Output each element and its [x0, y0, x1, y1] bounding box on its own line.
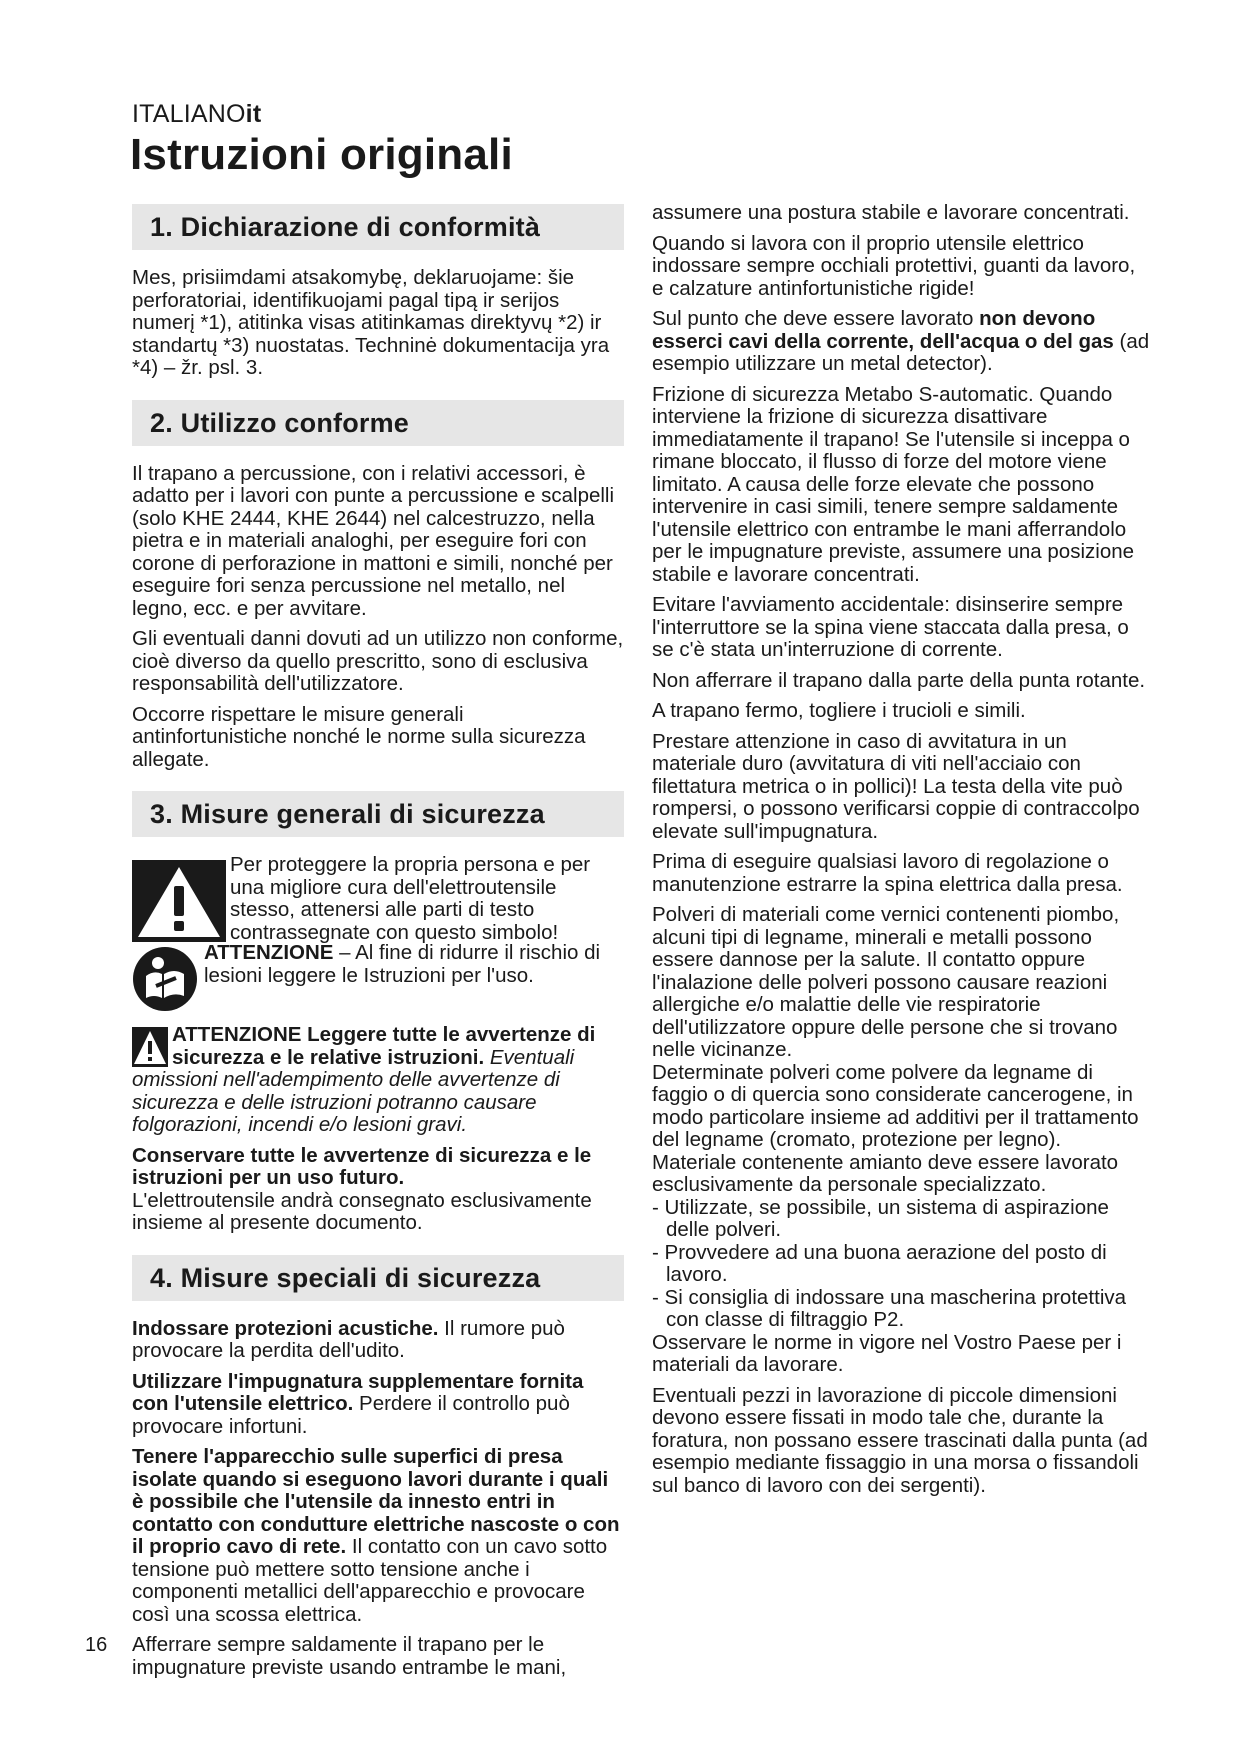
grip-paragraph: Afferrare sempre saldamente il trapano per le impugnature previste usando entrambe le mani, [132, 1633, 567, 1679]
auxiliary-handle-bold: Utilizzare l'impugnatura supplementare fornita con l'utensile elettrico. [132, 1369, 584, 1415]
keep-instructions-bold: Conservare tutte le avvertenze di sicurezza e le istruzioni per un uso futuro. [132, 1143, 592, 1189]
conformity-paragraph: Mes, prisiimdami atsakomybę, deklaruojame: šie perforatoriai, identifikuojami pagal tipą ir serijos numerį *1), atitinka visas atitinkamas direktyvų *2) ir standartų *3) nuostatas. Techninė dokumentacija yra *4) – žr. psl. 3. [132, 266, 610, 379]
section-heading-1: 1. Dichiarazione di conformità [132, 204, 624, 250]
national-rules-paragraph: Osservare le norme in vigore nel Vostro Paese per i materiali da lavorare. [652, 1330, 1122, 1376]
read-manual-text [204, 942, 626, 987]
section-heading-4: 4. Misure speciali di sicurezza [132, 1255, 624, 1301]
read-manual-notice [132, 942, 624, 1016]
stable-posture-paragraph: assumere una postura stabile e lavorare concentrati. [652, 201, 1130, 224]
page-number: 16 [85, 1634, 108, 1656]
carcinogenic-dust-paragraph: Determinate polveri come polvere da legname di faggio o di quercia sono considerate cancerogene, in modo particolare insieme ad additivi per il trattamento del legname (cromato, protezione per legno). Materiale contenente amianto deve essere lavorato esclusivamente da personale specializzato. [652, 1060, 1139, 1196]
read-warnings-bold: ATTENZIONE Leggere tutte le avvertenze di sicurezza e le relative istruzioni. [172, 1023, 596, 1069]
language-label [132, 100, 261, 129]
warning-notice [132, 853, 624, 944]
read-warnings-italic: Eventuali omissioni nell'adempimento delle avvertenze di sicurezza e delle istruzioni potranno causare folgorazioni, incendi e/o lesioni gravi. [132, 1045, 575, 1136]
auxiliary-handle-paragraph [132, 1371, 624, 1439]
insulated-surfaces-text: Il contatto con un cavo sotto tensione può mettere sotto tensione anche i componenti metallici dell'apparecchio e provocare così una scossa elettrica. [132, 1535, 608, 1626]
safety-rules-paragraph: Occorre rispettare le misure generali antinfortunistiche nonché le norme sulla sicurezza allegate. [132, 702, 586, 771]
read-all-warnings-notice [132, 1024, 624, 1137]
unplug-paragraph: Prima di eseguire qualsiasi lavoro di regolazione o manutenzione estrarre la spina elettrica dalla presa. [652, 850, 1123, 896]
language-code: it [245, 100, 262, 128]
attention-text: – Al fine di ridurre il rischio di lesioni leggere le Istruzioni per l'uso. [204, 941, 601, 987]
list-item: - Si consiglia di indossare una mascherina protettiva con classe di filtraggio P2. [652, 1285, 1127, 1331]
chips-removal-paragraph: A trapano fermo, togliere i trucioli e simili. [652, 699, 1026, 722]
right-column [652, 202, 1150, 1505]
intended-use-paragraph: Il trapano a percussione, con i relativi accessori, è adatto per i lavori con punte a percussione e scalpelli (solo KHE 2444, KHE 2644) nel calcestruzzo, nella pietra e in materiali analoghi, per eseguire fori con corone di perforazione in mattoni e simili, nonché per eseguire fori senza percussione nel metallo, nel legno, ecc. e per avvitare. [132, 461, 615, 620]
document-title: Istruzioni originali [130, 130, 513, 179]
hearing-protection-text: Il rumore può provocare la perdita dell'udito. [132, 1316, 565, 1362]
keep-instructions-text: L'elettroutensile andrà consegnato esclusivamente insieme al presente documento. [132, 1188, 592, 1234]
rotating-bit-paragraph: Non afferrare il trapano dalla parte della punta rotante. [652, 668, 1146, 692]
warning-notice-text: Per proteggere la propria persona e per una migliore cura dell'elettroutensile stesso, attenersi alle parti di testo contrassegnate con questo simbolo! [230, 853, 591, 944]
hard-material-paragraph: Prestare attenzione in caso di avvitatura in un materiale duro (avvitatura di viti nell'acciaio con filettatura metrica o in pollici)! La testa della vite può rompersi, o possono verificarsi coppie di contraccolpo elevate sull'impugnatura. [652, 729, 1140, 843]
small-workpieces-paragraph: Eventuali pezzi in lavorazione di piccole dimensioni devono essere fissati in modo tale che, durante la foratura, non possano essere trascinati dalla punta (ad esempio mediante fissaggio in una morsa o fissandoli sul banco di lavoro con dei sergenti). [652, 1383, 1148, 1497]
section-heading-2: 2. Utilizzo conforme [132, 400, 624, 446]
dust-hazard-paragraph: Polveri di materiali come vernici contenenti piombo, alcuni tipi di legname, minerali e metalli possono essere dannose per la salute. Il contatto oppure l'inalazione delle polveri possono causare reazioni allergiche e/o malattie delle vie respiratorie dell'utilizzatore oppure delle persone che si trovano nelle vicinanze. [652, 903, 1120, 1061]
attention-label: ATTENZIONE [204, 941, 334, 964]
hidden-cables-post: (ad esempio utilizzare un metal detector). [652, 329, 1150, 375]
hearing-protection-paragraph [132, 1318, 624, 1363]
safety-clutch-paragraph: Frizione di sicurezza Metabo S-automatic. Quando interviene la frizione di sicurezza disattivare immediatamente il trapano! Se l'utensile si inceppa o rimane bloccato, il flusso di forze del motore viene limitato. A causa delle forze elevate che possono intervenire in casi simili, tenere sempre saldamente l'utensile elettrico con entrambe le mani afferrandolo per le impugnature previste, assumere una posizione stabile e lavorare concentrati. [652, 382, 1135, 586]
warning-triangle-icon [132, 860, 226, 942]
hidden-cables-bold: non devono esserci cavi della corrente, dell'acqua o del gas [652, 307, 1114, 353]
liability-paragraph: Gli eventuali danni dovuti ad un utilizzo non conforme, cioè diverso da quello prescritto, sono di esclusiva responsabilità dell'utilizzatore. [132, 627, 624, 695]
accidental-start-paragraph: Evitare l'avviamento accidentale: disinserire sempre l'interruttore se la spina viene staccata dalla presa, o se c'è stata un'interruzione di corrente. [652, 593, 1129, 661]
insulated-surfaces-paragraph [132, 1446, 624, 1626]
hidden-cables-pre: Sul punto che deve essere lavorato [652, 307, 980, 330]
hearing-protection-bold: Indossare protezioni acustiche. [132, 1316, 439, 1340]
warning-triangle-small-icon [132, 1027, 168, 1067]
read-manual-icon [132, 946, 198, 1012]
protective-gear-paragraph: Quando si lavora con il proprio utensile elettrico indossare sempre occhiali protettivi, guanti da lavoro, e calzature antinfortunistiche rigide! [652, 231, 1136, 300]
insulated-surfaces-bold: Tenere l'apparecchio sulle superfici di presa isolate quando si eseguono lavori durante i quali è possibile che l'utensile da innesto entri in contatto con condutture elettriche nascoste o con il proprio cavo di rete. [132, 1445, 620, 1558]
list-item: - Provvedere ad una buona aerazione del posto di lavoro. [652, 1240, 1107, 1286]
language-name: ITALIANO [132, 100, 246, 128]
section-heading-3: 3. Misure generali di sicurezza [132, 791, 624, 837]
list-item: - Utilizzate, se possibile, un sistema di aspirazione delle polveri. [652, 1195, 1109, 1241]
auxiliary-handle-text: Perdere il controllo può provocare infortuni. [132, 1392, 570, 1438]
hidden-cables-paragraph [652, 308, 1150, 376]
left-column [132, 204, 624, 1687]
